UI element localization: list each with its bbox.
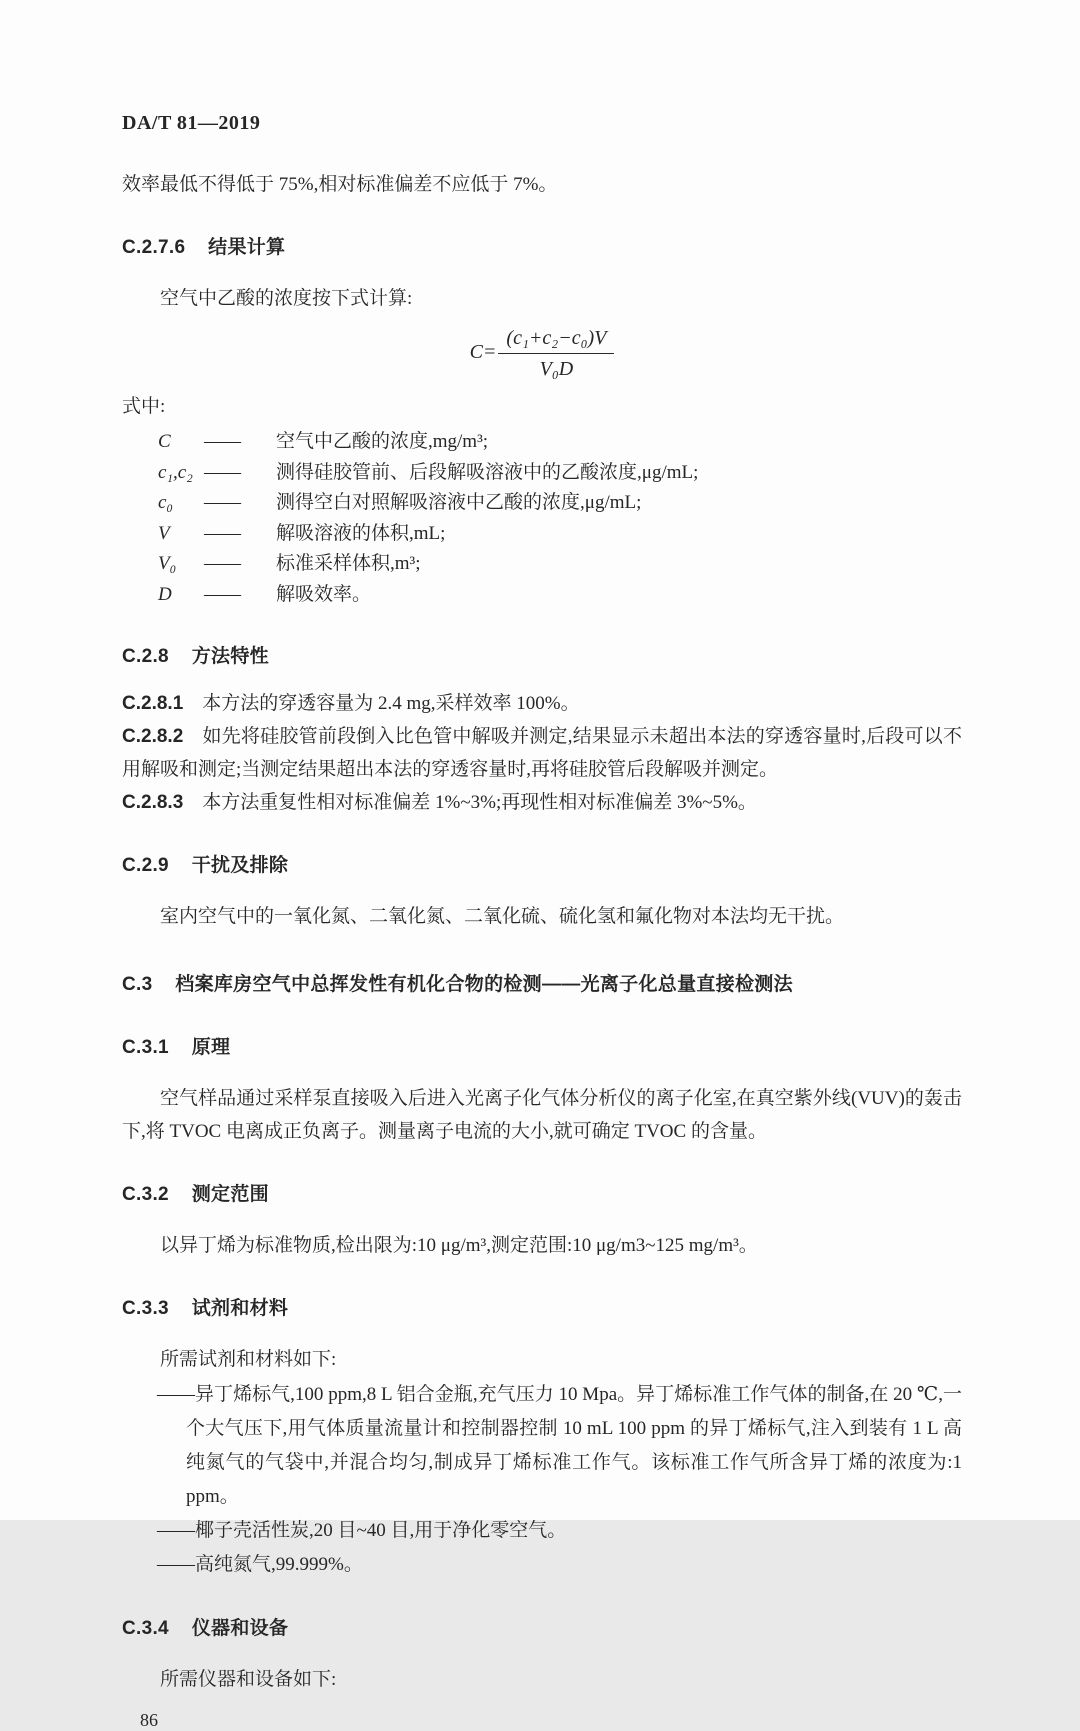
variable-dash: ——	[204, 431, 240, 452]
heading-c31-num: C.3.1	[122, 1037, 169, 1058]
variable-desc: 解吸溶液的体积,mL;	[276, 522, 446, 544]
variable-desc: 测得硅胶管前、后段解吸溶液中的乙酸浓度,μg/mL;	[276, 461, 699, 483]
variable-row	[158, 519, 962, 550]
variable-row	[158, 458, 962, 489]
reagent-text: 椰子壳活性炭,20 目~40 目,用于净化零空气。	[195, 1520, 567, 1541]
variable-symbol: D	[158, 583, 172, 605]
formula-equals: =	[482, 341, 497, 364]
variable-symbol: V₀	[158, 553, 177, 574]
clause-c283	[122, 786, 962, 819]
variable-dash: ——	[204, 522, 240, 544]
c29-paragraph: 室内空气中的一氧化氮、二氧化氮、二氧化硫、硫化氢和氟化物对本法均无干扰。	[160, 906, 845, 927]
variable-dash: ——	[204, 553, 240, 574]
c33-intro-paragraph: 所需试剂和材料如下:	[160, 1349, 337, 1370]
formula-fraction	[498, 325, 614, 382]
clause-c281	[122, 687, 962, 720]
variable-dash: ——	[204, 492, 240, 513]
variable-desc: 空气中乙酸的浓度,mg/m³;	[276, 431, 489, 452]
heading-c276	[122, 232, 962, 259]
intro-paragraph: 效率最低不得低于 75%,相对标准偏差不应低于 7%。	[122, 174, 558, 195]
variable-desc: 标准采样体积,m³;	[276, 553, 421, 574]
formula-numerator: (c₁+c₂−c₀)V	[498, 325, 614, 354]
heading-c3-num: C.3	[122, 974, 153, 995]
reagent-item	[122, 1378, 962, 1514]
heading-c31	[122, 1032, 962, 1059]
variable-symbol: c₁,c₂	[158, 461, 193, 483]
heading-c29-title: 干扰及排除	[191, 855, 289, 876]
heading-c33-title: 试剂和材料	[191, 1298, 289, 1319]
variable-symbol: c₀	[158, 492, 174, 513]
reagent-item	[122, 1514, 962, 1548]
variable-symbol: C	[158, 431, 171, 452]
heading-c276-num: C.2.7.6	[122, 237, 186, 258]
clause-c281-num: C.2.8.1	[122, 693, 184, 714]
reagent-text: 异丁烯标气,100 ppm,8 L 铝合金瓶,充气压力 10 Mpa。异丁烯标准工作气体的制备,在 20 ℃,一个大气压下,用气体质量流量计和控制器控制 10 mL 100 ppm 的异丁烯标气,注入到装有 1 L 高纯氮气的气袋中,并混合均匀,制成异丁烯标准工作气。该标准工作气所含异丁烯的浓度为:1 ppm。	[186, 1384, 962, 1507]
variable-list	[158, 427, 962, 610]
c34-intro-paragraph: 所需仪器和设备如下:	[160, 1669, 337, 1690]
heading-c28-num: C.2.8	[122, 646, 169, 667]
variable-row	[158, 488, 962, 519]
heading-c33-num: C.3.3	[122, 1298, 169, 1319]
clause-c283-num: C.2.8.3	[122, 792, 184, 813]
reagent-dash: ——	[157, 1554, 195, 1575]
heading-c3	[122, 969, 962, 996]
heading-c32	[122, 1179, 962, 1206]
formula	[122, 325, 962, 382]
reagent-text: 高纯氮气,99.999%。	[195, 1554, 363, 1575]
variable-row	[158, 427, 962, 458]
heading-c3-title: 档案库房空气中总挥发性有机化合物的检测——光离子化总量直接检测法	[175, 974, 793, 995]
doc-code-header: DA/T 81—2019	[122, 112, 261, 134]
heading-c32-num: C.3.2	[122, 1184, 169, 1205]
heading-c28	[122, 641, 962, 668]
variable-desc: 测得空白对照解吸溶液中乙酸的浓度,μg/mL;	[276, 492, 642, 513]
formula-denominator: V₀D	[539, 358, 574, 380]
variable-row	[158, 580, 962, 611]
variable-symbol: V	[158, 522, 170, 544]
variable-desc: 解吸效率。	[276, 583, 372, 605]
page-number: 86	[140, 1710, 158, 1730]
heading-c34	[122, 1613, 962, 1640]
clause-c282	[122, 720, 962, 786]
formula-lhs: C	[469, 341, 483, 364]
clause-c283-text: 本方法重复性相对标准偏差 1%~3%;再现性相对标准偏差 3%~5%。	[202, 792, 757, 813]
reagent-dash: ——	[157, 1520, 195, 1541]
c31-paragraph: 空气样品通过采样泵直接吸入后进入光离子化气体分析仪的离子化室,在真空紫外线(VUV)的轰击下,将 TVOC 电离成正负离子。测量离子电流的大小,就可确定 TVOC 的含量。	[122, 1088, 962, 1142]
heading-c33	[122, 1293, 962, 1320]
heading-c31-title: 原理	[191, 1037, 231, 1058]
reagent-dash: ——	[157, 1384, 195, 1405]
heading-c32-title: 测定范围	[191, 1184, 269, 1205]
clause-c281-text: 本方法的穿透容量为 2.4 mg,采样效率 100%。	[202, 693, 580, 714]
clause-c282-num: C.2.8.2	[122, 726, 184, 747]
variable-dash: ——	[204, 583, 240, 605]
heading-c276-title: 结果计算	[208, 237, 286, 258]
heading-c34-num: C.3.4	[122, 1618, 169, 1639]
where-label: 式中:	[122, 396, 166, 417]
heading-c28-title: 方法特性	[191, 646, 269, 667]
variable-row	[158, 549, 962, 580]
reagent-item	[122, 1548, 962, 1582]
heading-c29-num: C.2.9	[122, 855, 169, 876]
heading-c34-title: 仪器和设备	[191, 1618, 289, 1639]
reagent-list	[122, 1378, 962, 1582]
variable-dash: ——	[204, 461, 240, 483]
clause-c282-text: 如先将硅胶管前段倒入比色管中解吸并测定,结果显示未超出本法的穿透容量时,后段可以不用解吸和测定;当测定结果超出本法的穿透容量时,再将硅胶管后段解吸并测定。	[122, 726, 962, 780]
heading-c29	[122, 850, 962, 877]
calc-intro-paragraph: 空气中乙酸的浓度按下式计算:	[160, 288, 413, 309]
c32-paragraph: 以异丁烯为标准物质,检出限为:10 μg/m³,测定范围:10 μg/m3~125 mg/m³。	[160, 1235, 758, 1256]
